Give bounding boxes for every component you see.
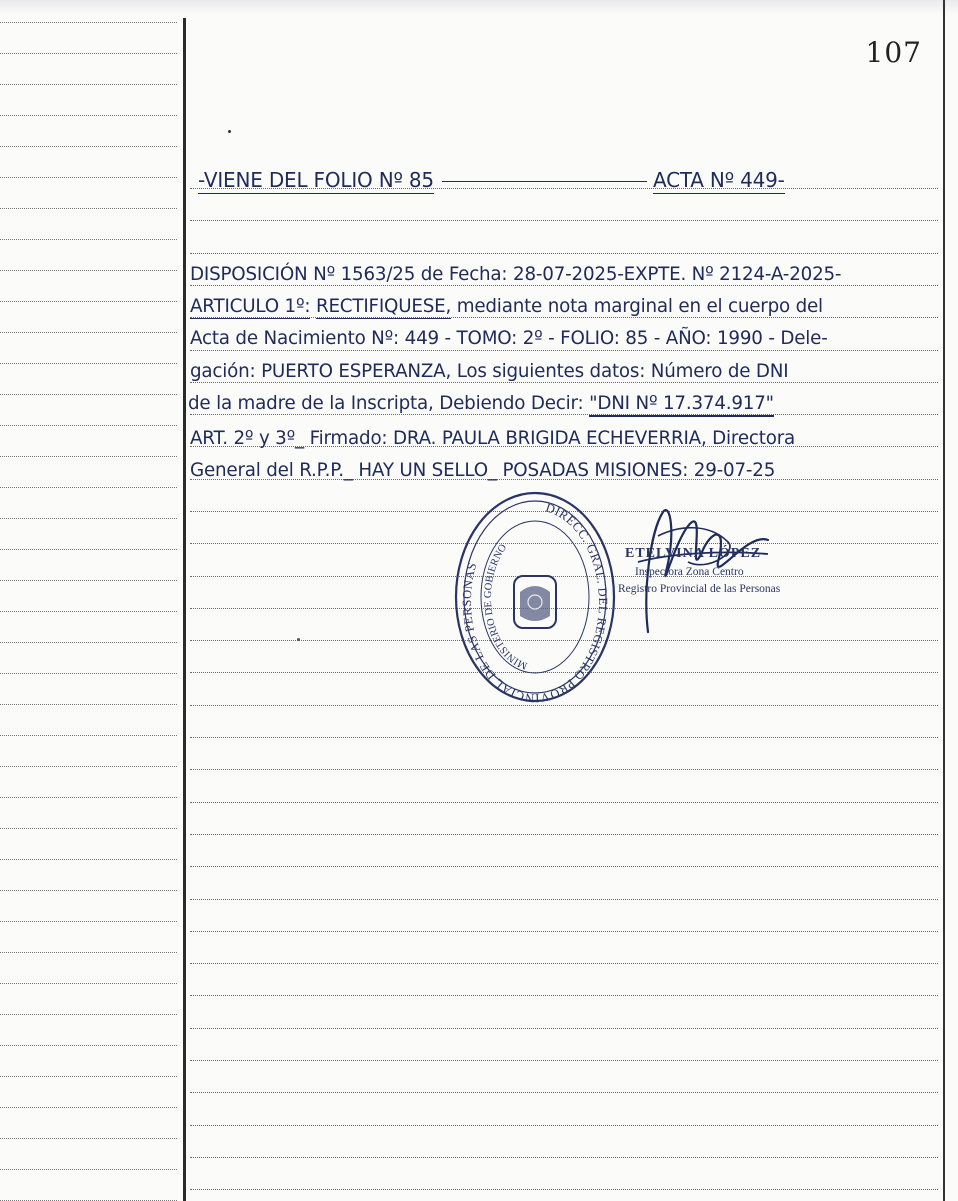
margin-line bbox=[0, 146, 177, 147]
body-line-1: DISPOSICIÓN Nº 1563/25 de Fecha: 28-07-2025-EXPTE. Nº 2124-A-2025- bbox=[190, 264, 842, 285]
acta-number: ACTA Nº 449- bbox=[652, 168, 785, 192]
stamp-name: ETELVINA LÓPEZ bbox=[625, 546, 762, 561]
margin-line bbox=[0, 363, 177, 364]
ruled-line bbox=[190, 834, 938, 835]
margin-line bbox=[0, 301, 177, 302]
margin-line bbox=[0, 890, 177, 891]
margin-line bbox=[0, 611, 177, 612]
fill-dash bbox=[442, 181, 647, 182]
ruled-line bbox=[190, 414, 938, 415]
body-line-5 bbox=[188, 393, 774, 414]
body-line-4: gación: PUERTO ESPERANZA, Los siguientes datos: Número de DNI bbox=[190, 361, 789, 382]
margin-line bbox=[0, 673, 177, 674]
margin-line bbox=[0, 921, 177, 922]
ruled-line bbox=[190, 382, 938, 383]
body-line-2-rest: mediante nota marginal en el cuerpo del bbox=[456, 296, 823, 317]
ruled-line bbox=[190, 285, 938, 286]
ruled-line bbox=[190, 220, 938, 221]
viene-del-folio: -VIENE DEL FOLIO Nº 85 bbox=[198, 168, 434, 192]
margin-rule bbox=[183, 18, 186, 1201]
margin-line bbox=[0, 456, 177, 457]
margin-line bbox=[0, 332, 177, 333]
margin-line bbox=[0, 270, 177, 271]
ruled-line bbox=[190, 350, 938, 351]
margin-line bbox=[0, 828, 177, 829]
ruled-line bbox=[190, 1189, 938, 1190]
margin-line bbox=[0, 766, 177, 767]
margin-line bbox=[0, 84, 177, 85]
ruled-line bbox=[190, 1157, 938, 1158]
body-line-6: ART. 2º y 3º_ Firmado: DRA. PAULA BRIGIDA ECHEVERRIA, Directora bbox=[190, 428, 796, 449]
ruled-line bbox=[190, 866, 938, 867]
margin-line bbox=[0, 1138, 177, 1139]
body-line-3: Acta de Nacimiento Nº: 449 - TOMO: 2º - FOLIO: 85 - AÑO: 1990 - Dele- bbox=[190, 328, 828, 349]
ruled-line bbox=[190, 931, 938, 932]
margin-line bbox=[0, 487, 177, 488]
dni-value: "DNI Nº 17.374.917" bbox=[589, 393, 774, 417]
ruled-line bbox=[190, 1060, 938, 1061]
ruled-line bbox=[190, 1028, 938, 1029]
margin-line bbox=[0, 797, 177, 798]
margin-line bbox=[0, 642, 177, 643]
body-line-7: General del R.P.P._ HAY UN SELLO_ POSADAS MISIONES: 29-07-25 bbox=[190, 460, 776, 481]
margin-line bbox=[0, 704, 177, 705]
ruled-line bbox=[190, 769, 938, 770]
articulo-label: ARTICULO 1º: bbox=[190, 296, 311, 317]
seal-inner-text: MINISTERIO DE GOBIERNO bbox=[482, 542, 530, 671]
body-line-5-start: de la madre de la Inscripta, Debiendo Decir: bbox=[188, 393, 584, 414]
margin-line bbox=[0, 425, 177, 426]
margin-line bbox=[0, 983, 177, 984]
margin-line bbox=[0, 735, 177, 736]
seal-ring-text: DIRECC. GRAL. DEL REGISTRO PROVINCIAL DE LAS PERSONAS bbox=[459, 500, 610, 706]
margin-line bbox=[0, 1169, 177, 1170]
margin-line bbox=[0, 952, 177, 953]
stamp-role: Inspectora Zona Centro bbox=[635, 566, 744, 578]
margin-line bbox=[0, 549, 177, 550]
ink-dot bbox=[228, 130, 231, 133]
margin-line bbox=[0, 53, 177, 54]
margin-line bbox=[0, 1014, 177, 1015]
stamp-office: Registro Provincial de las Personas bbox=[618, 583, 781, 595]
margin-line bbox=[0, 580, 177, 581]
header-line bbox=[198, 168, 785, 192]
margin-line bbox=[0, 115, 177, 116]
ruled-line bbox=[190, 737, 938, 738]
body-line-2 bbox=[190, 296, 823, 317]
scan-top-edge bbox=[0, 0, 958, 14]
ruled-line bbox=[190, 253, 938, 254]
right-edge-rule bbox=[943, 0, 945, 1201]
margin-line bbox=[0, 859, 177, 860]
official-seal bbox=[452, 488, 618, 706]
ruled-line bbox=[190, 1092, 938, 1093]
rectifiquese: RECTIFIQUESE, bbox=[315, 296, 452, 317]
margin-line bbox=[0, 177, 177, 178]
ink-dot bbox=[297, 638, 300, 641]
page-number: 107 bbox=[865, 36, 922, 69]
ruled-line bbox=[190, 899, 938, 900]
ruled-line bbox=[190, 1125, 938, 1126]
margin-line bbox=[0, 394, 177, 395]
ruled-line bbox=[190, 963, 938, 964]
ruled-line bbox=[190, 995, 938, 996]
margin-line bbox=[0, 1076, 177, 1077]
margin-line bbox=[0, 22, 177, 23]
margin-line bbox=[0, 1107, 177, 1108]
margin-line bbox=[0, 208, 177, 209]
margin-line bbox=[0, 518, 177, 519]
ruled-line bbox=[190, 802, 938, 803]
margin-line bbox=[0, 239, 177, 240]
margin-line bbox=[0, 1045, 177, 1046]
